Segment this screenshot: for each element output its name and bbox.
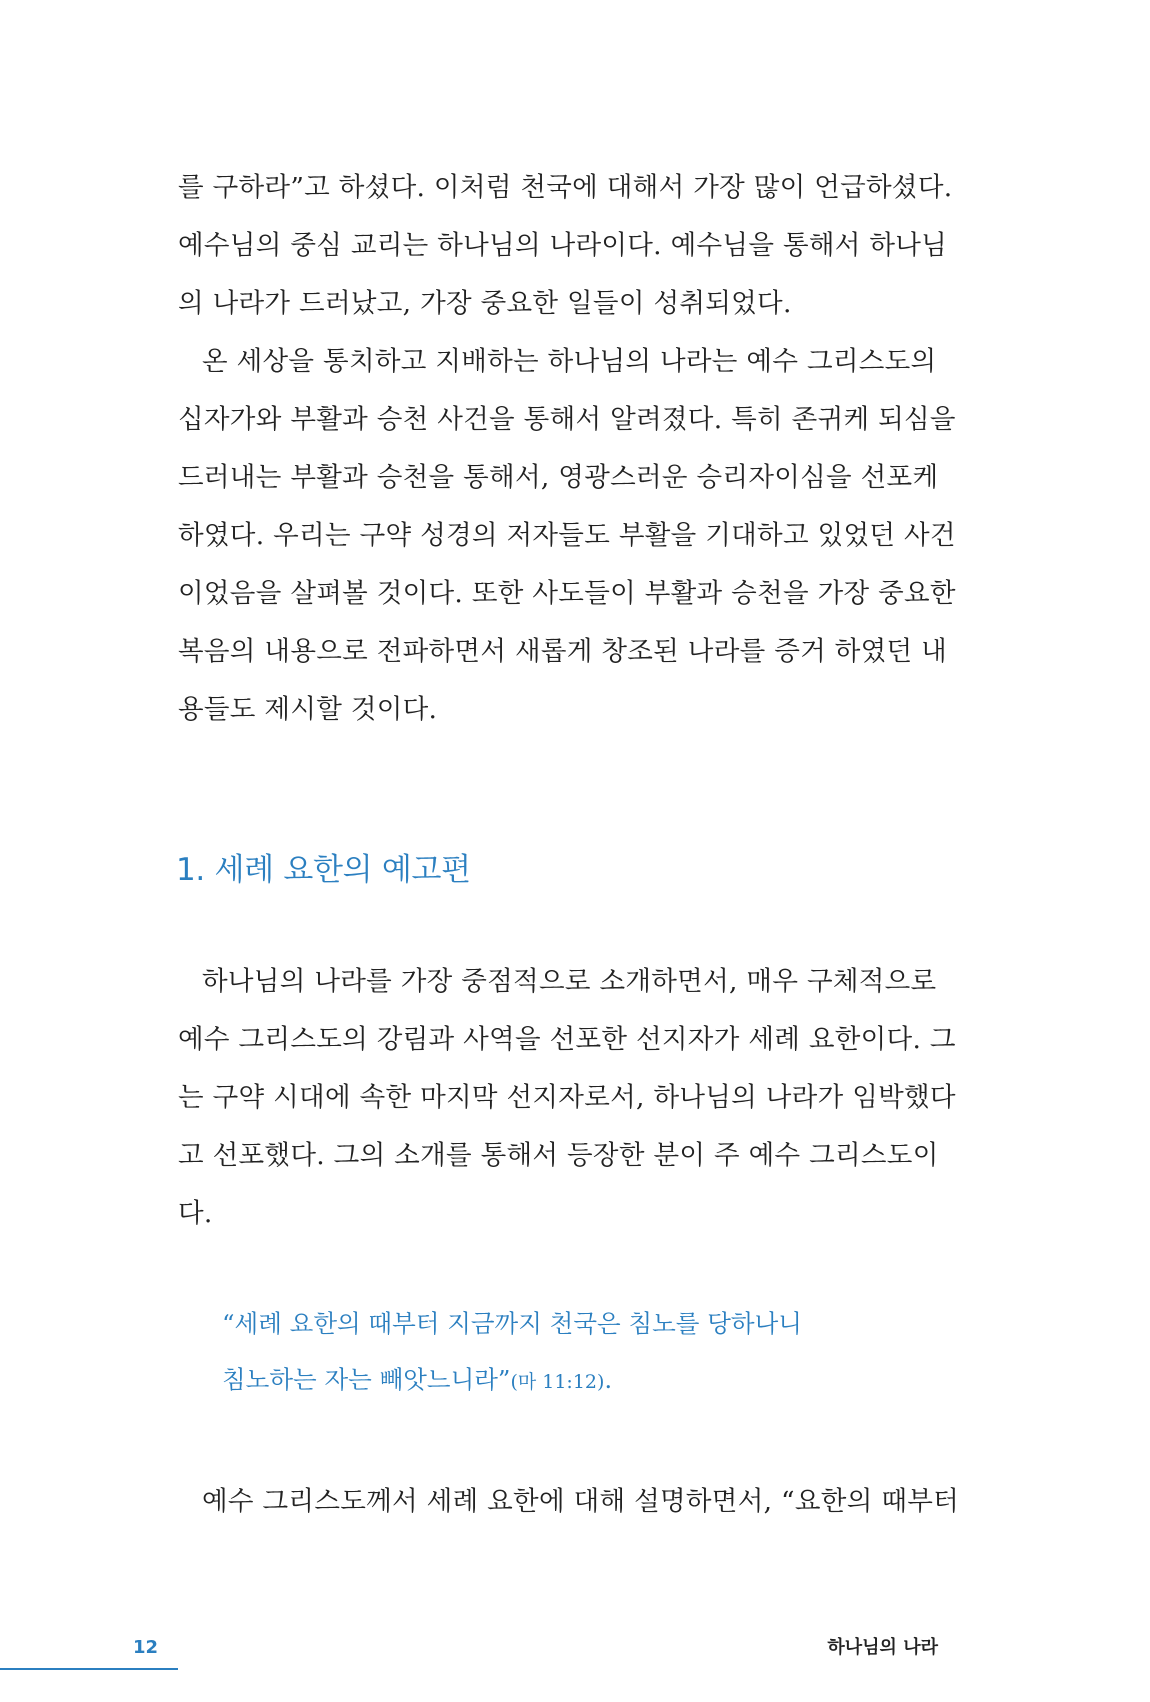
quote-end-punct: . (604, 1365, 613, 1394)
text-line: 고 선포했다. 그의 소개를 통해서 등장한 분이 주 예수 그리스도이 (178, 1140, 939, 1171)
text-line: 드러내는 부활과 승천을 통해서, 영광스러운 승리자이심을 선포케 (178, 462, 939, 493)
text-line: 온 세상을 통치하고 지배하는 하나님의 나라는 예수 그리스도의 (202, 346, 937, 377)
text-line: 이었음을 살펴볼 것이다. 또한 사도들이 부활과 승천을 가장 중요한 (178, 578, 956, 609)
text-line: 의 나라가 드러났고, 가장 중요한 일들이 성취되었다. (178, 288, 792, 319)
text-line: 다. (178, 1198, 213, 1229)
text-line: 복음의 내용으로 전파하면서 새롭게 창조된 나라를 증거 하였던 내 (178, 636, 948, 667)
text-line: 십자가와 부활과 승천 사건을 통해서 알려졌다. 특히 존귀케 되심을 (178, 404, 956, 435)
text-line: 하였다. 우리는 구약 성경의 저자들도 부활을 기대하고 있었던 사건 (178, 520, 956, 551)
text-line: 하나님의 나라를 가장 중점적으로 소개하면서, 매우 구체적으로 (202, 966, 937, 997)
text-line: 예수님의 중심 교리는 하나님의 나라이다. 예수님을 통해서 하나님 (178, 230, 948, 261)
quote-line: “세례 요한의 때부터 지금까지 천국은 침노를 당하나니 (222, 1309, 802, 1338)
page-number: 12 (133, 1637, 159, 1658)
scripture-reference: (마 11:12) (510, 1371, 605, 1393)
running-title: 하나님의 나라 (827, 1637, 938, 1658)
section-heading: 1. 세례 요한의 예고편 (176, 852, 471, 888)
text-line: 예수 그리스도의 강림과 사역을 선포한 선지자가 세례 요한이다. 그 (178, 1024, 956, 1055)
text-line: 예수 그리스도께서 세례 요한에 대해 설명하면서, “요한의 때부터 (202, 1486, 960, 1517)
quote-line (222, 1352, 612, 1408)
text-line: 를 구하라”고 하셨다. 이처럼 천국에 대해서 가장 많이 언급하셨다. (178, 172, 953, 203)
quote-text: 침노하는 자는 빼앗느니라” (222, 1365, 511, 1394)
text-line: 는 구약 시대에 속한 마지막 선지자로서, 하나님의 나라가 임박했다 (178, 1082, 956, 1113)
text-line: 용들도 제시할 것이다. (178, 694, 438, 725)
footer-divider (0, 1668, 178, 1670)
